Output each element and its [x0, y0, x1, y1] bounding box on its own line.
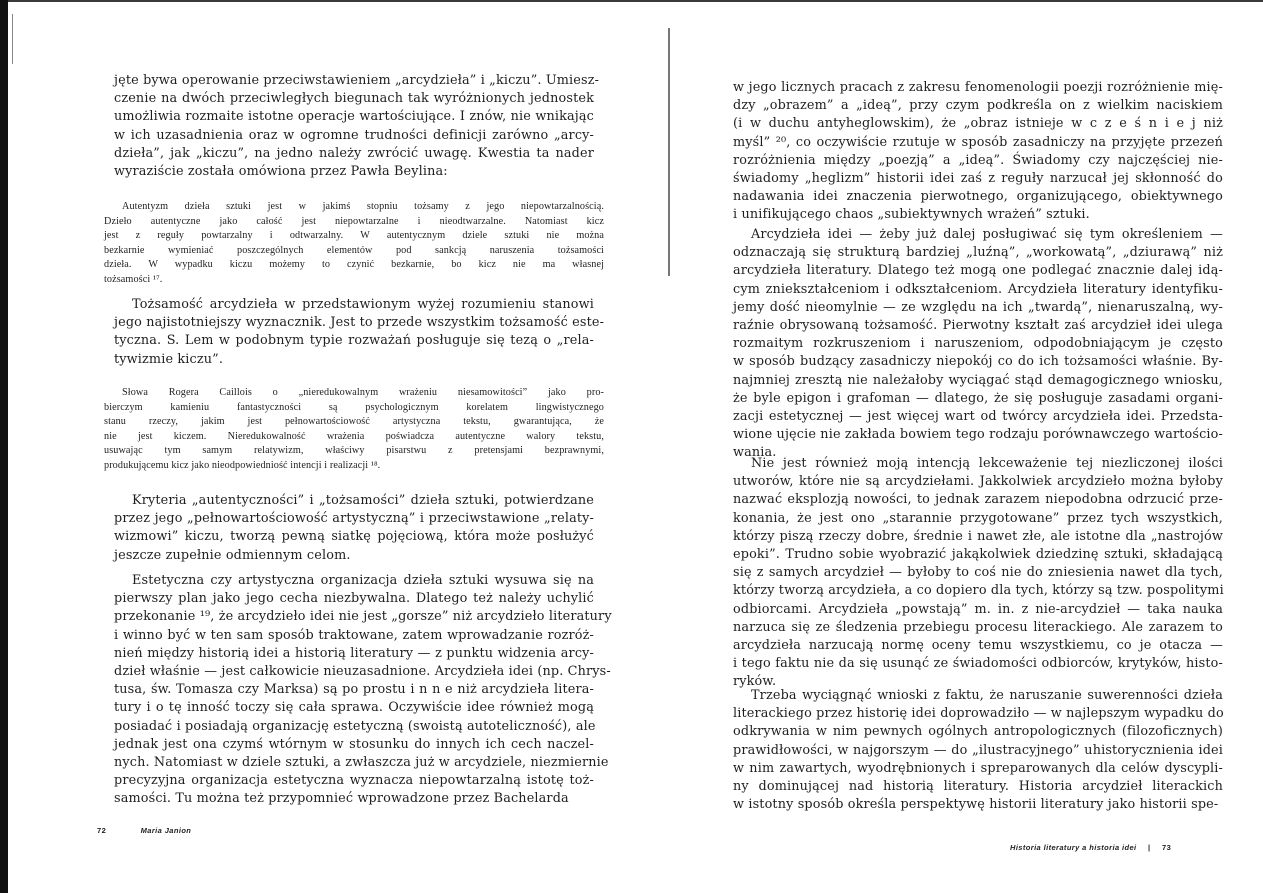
- text-line: rozmaitym rozkruszeniom i naruszeniom, odpodobniającym je często: [733, 336, 1223, 352]
- text-line: Słowa Rogera Caillois o „nieredukowalnym wrażeniu niesamowitości” jako pro-: [122, 387, 604, 398]
- text-line: umożliwia rozmaite istotne operacje wartościujące. I znów, nie wnikając: [114, 109, 594, 125]
- text-line: narzuca się ze śledzenia przebiegu procesu literackiego. Ale zarazem to: [733, 619, 1223, 635]
- text-line: Autentyzm dzieła sztuki jest w jakimś stopniu tożsamy z jego niepowtarzalnością.: [122, 201, 604, 212]
- text-line: wione ujęcie nie zakłada bowiem tego rodzaju porównawczego wartościo-: [733, 427, 1223, 443]
- text-line: i tego faktu nie da się usunąć ze świadomości odbiorców, krytyków, histo-: [733, 656, 1223, 672]
- text-line: i unifikującego chaos „subiektywnych wrażeń” sztuki.: [733, 207, 1090, 223]
- text-line: w nim zawartych, wyodrębnionych i spreparowanych dla celów dyscypli-: [733, 760, 1223, 776]
- page-number: 72: [97, 826, 107, 835]
- text-line: nazwać eksplozją nowości, to jednak zarazem niepodobna odrzucić prze-: [733, 492, 1223, 508]
- text-line: samości. Tu można też przypomnieć wprowadzone przez Bachelarda: [114, 791, 569, 807]
- paragraph: [114, 72, 600, 181]
- paragraph: [733, 455, 1223, 692]
- text-line: którzy tworzą arcydzieła, a co dopiero dla tych, którzy są tzw. pospolitymi: [733, 583, 1224, 599]
- margin-mark: [12, 14, 13, 64]
- text-line: w sposób budzący zasadniczy niepokój co do ich tożsamości właśnie. By-: [733, 354, 1223, 370]
- text-line: dzieła. W wypadku kiczu możemy to czynić bezkarnie, bo kicz nie ma własnej: [104, 259, 604, 271]
- text-line: konania, że jest ono „starannie przygotowane” przez tych wszystkich,: [733, 510, 1223, 526]
- text-line: odbiorcami. Arcydzieła „powstają” m. in. z nie-arcydzieł — taka nauka: [733, 601, 1223, 617]
- text-line: (i w duchu antyheglowskim), że „obraz istnieje w c z e ś n i e j niż: [733, 116, 1223, 132]
- text-line: Estetyczna czy artystyczna organizacja dzieła sztuki wysuwa się na: [132, 573, 594, 588]
- text-line: rozróżnienia między „poezją” a „ideą”. Świadomy czy najczęściej nie-: [733, 152, 1223, 168]
- text-line: posiadać i posiadają organizację estetyczną (swoistą autoteliczność), ale: [114, 718, 596, 734]
- paragraph: [114, 572, 612, 809]
- paragraph: [733, 79, 1223, 225]
- text-line: bierczym kamieniu fantastyczności są psychologicznym korelatem lingwistycznego: [104, 401, 604, 413]
- text-line: i winno być w ten sam sposób traktowane, zatem wprowadzanie rozróż-: [114, 627, 594, 643]
- text-line: nie jest kiczem. Nieredukowalność wrażenia poświadcza autentyczne walory tekstu,: [104, 430, 604, 442]
- text-line: zacji estetycznej — jest więcej wart od twórcy arcydzieła idei. Przedsta-: [733, 409, 1223, 425]
- text-line: że byle epigon i grafoman — dlatego, że się posługuje zasadami organi-: [733, 390, 1223, 406]
- page-gutter-rule: [668, 28, 670, 276]
- text-line: Arcydzieła idei — żeby już dalej posługiwać się tym określeniem —: [751, 227, 1223, 242]
- text-line: w ich uzasadnienia oraz w ogromne trudności definicji zarówno „arcy-: [114, 127, 594, 143]
- text-line: wizmowi” kiczu, tworzą pewną siatkę pojęciową, która może posłużyć: [114, 529, 594, 545]
- text-line: Nie jest również moją intencją lekceważenie tej niezliczonej ilości: [751, 456, 1223, 471]
- paragraph: [733, 226, 1223, 463]
- block-quote: [104, 200, 604, 288]
- text-line: tożsamości ¹⁷.: [104, 273, 163, 285]
- text-line: w istotny sposób określa perspektywę historii literatury jako historii spe-: [733, 797, 1219, 813]
- right-page-footer: [1010, 843, 1171, 852]
- text-line: prawidłowości, w najgorszym — do „ilustracyjnego” uhistorycznienia idei: [733, 742, 1223, 758]
- text-line: którzy piszą rzeczy dobre, średnie i nawet złe, ale istotne dla „nastrojów: [733, 528, 1223, 544]
- text-line: bezkarnie wymieniać poszczególnych elementów pod sankcją naruszenia tożsamości: [104, 244, 604, 256]
- text-line: przez jego „pełnowartościowość artystyczną” i przeciwstawione „relaty-: [114, 511, 594, 527]
- text-line: jeszcze zupełnie odmiennym celom.: [114, 547, 351, 563]
- text-line: cym zniekształceniom i odkształceniom. Arcydzieła literatury identyfiku-: [733, 281, 1223, 297]
- text-line: pierwszy plan jako jego cecha niezbywalna. Dlatego też należy uchylić: [114, 591, 594, 607]
- text-line: świadomy „heglizm” historii idei zaś z reguły narzucał jej skłonność do: [733, 171, 1223, 187]
- text-line: jednak jest ona czymś wtórnym w stosunku do innych ich cech naczel-: [114, 736, 594, 752]
- text-line: nień między historią idei a historią literatury — z punktu widzenia arcy-: [114, 645, 594, 661]
- text-line: Kryteria „autentyczności” i „tożsamości” dzieła sztuki, potwierdzane: [132, 493, 594, 508]
- text-line: Trzeba wyciągnąć wnioski z faktu, że naruszanie suwerenności dzieła: [751, 688, 1223, 703]
- text-line: najmniej zresztą nie należałoby wyciągać stąd demagogicznego wniosku,: [733, 372, 1223, 388]
- text-line: jęte bywa operowanie przeciwstawieniem „arcydzieła” i „kiczu”. Umiesz-: [114, 73, 600, 88]
- text-line: odkrywania w nim pewnych ogólnych antropologicznych (filozoficznych): [733, 724, 1223, 740]
- page-number: 73: [1162, 843, 1172, 852]
- text-line: nych. Natomiast w dziele sztuki, a zwłaszcza już w arcydziele, niezmiernie: [114, 755, 609, 771]
- text-line: utworów, które nie są arcydziełami. Jakkolwiek arcydzieło można byłoby: [733, 474, 1223, 490]
- text-line: usuwając tym samym relatywizm, właściwy pisarstwu z pretensjami bezprawnymi,: [104, 445, 604, 457]
- text-line: arcydzieła narzucają normę oceny temu wszystkiemu, co je otacza —: [733, 638, 1223, 654]
- text-line: w jego licznych pracach z zakresu fenomenologii poezji rozróżnienie mię-: [733, 80, 1223, 95]
- text-line: dzy „obrazem” a „ideą”, przy czym podkreśla on z wielkim naciskiem: [733, 98, 1223, 114]
- paragraph: [114, 296, 605, 369]
- text-line: precyzyjna organizacja estetyczna wyznacza niepowtarzalną istotę toż-: [114, 773, 594, 789]
- text-line: literackiego przez historię idei doprowadziło — w najlepszym wypadku do: [733, 706, 1224, 722]
- text-line: jest z reguły powtarzalny i odtwarzalny. W autentycznym dziele sztuki nie można: [104, 230, 604, 242]
- text-line: się z samych arcydzieł — byłoby to coś nie do zniesienia nawet dla tych,: [733, 565, 1223, 581]
- text-line: tyczna. S. Lem w podobnym typie rozważań posługuje się tezą o „rela-: [114, 333, 594, 349]
- text-line: dzieła”, jak „kiczu”, na jedno należy zwrócić uwagę. Kwestia ta nader: [114, 145, 594, 161]
- text-line: czenie na dwóch przeciwległych biegunach tak wyróżnionych jednostek: [114, 91, 594, 107]
- text-line: tusa, św. Tomasza czy Marksa) są po prostu i n n e niż arcydzieła litera-: [114, 682, 594, 698]
- left-page-footer: [97, 826, 191, 835]
- text-line: arcydzieła literatury. Dlatego też mogą one podlegać znacznie dalej idą-: [733, 263, 1223, 279]
- text-line: ny dominującej nad historią literatury. Historia arcydzieł literackich: [733, 779, 1223, 795]
- text-line: wyraziście została omówiona przez Pawła Beylina:: [114, 164, 448, 180]
- paragraph: [114, 492, 594, 565]
- text-line: myśl” ²⁰, co oczywiście rzutuje w sposób zasadniczy na przyjęte przezeń: [733, 134, 1223, 150]
- scan-left-edge: [0, 0, 8, 893]
- text-line: jemy dość nieomylnie — ze względu na ich „twardą”, nienaruszalną, wy-: [733, 299, 1223, 315]
- text-line: dzieł właśnie — jest całkowicie nieuzasadnione. Arcydzieła idei (np. Chrys-: [114, 664, 611, 680]
- text-line: tywizmie kiczu”.: [114, 351, 224, 367]
- running-head: Maria Janion: [140, 826, 192, 835]
- text-line: ryków.: [733, 674, 777, 690]
- text-line: Tożsamość arcydzieła w przedstawionym wyżej rozumieniu stanowi: [132, 297, 594, 312]
- text-line: wania.: [733, 445, 777, 461]
- scan-corner: [8, 2, 18, 12]
- text-line: odznaczają się strukturą bardziej „luźną”, „workowatą”, „dziurawą” niż: [733, 245, 1223, 261]
- text-line: tury i o tę inność toczy się cała sprawa. Oczywiście idee również mogą: [114, 700, 594, 716]
- scan-top-edge: [0, 0, 1263, 2]
- text-line: raźnie obrysowaną tożsamość. Pierwotny kształt zaś arcydzieł idei ulega: [733, 318, 1223, 334]
- text-line: stanu rzeczy, jakim jest pełnowartościowość artystyczna tekstu, gwarantująca, że: [104, 416, 604, 428]
- block-quote: [104, 386, 604, 474]
- text-line: produkującemu kicz jako nieodpowiedniość intencji i realizacji ¹⁸.: [104, 459, 381, 471]
- text-line: jego najistotniejszy wyznacznik. Jest to przede wszystkim tożsamość este-: [114, 315, 605, 331]
- text-line: epoki”. Trudno sobie wyobrazić jakąkolwiek dziedzinę sztuki, składającą: [733, 547, 1223, 563]
- footer-separator: |: [1148, 843, 1151, 852]
- text-line: nadawania idei znaczenia pierwotnego, organizującego, obiektywnego: [733, 189, 1223, 205]
- text-line: Dzieło autentyczne jako całość jest niepowtarzalne i nieodtwarzalne. Natomiast kicz: [104, 215, 604, 227]
- running-head: Historia literatury a historia idei: [1010, 843, 1137, 852]
- text-line: przekonanie ¹⁹, że arcydzieło idei nie jest „gorsze” niż arcydzieło literatury: [114, 609, 612, 625]
- paragraph: [733, 687, 1223, 814]
